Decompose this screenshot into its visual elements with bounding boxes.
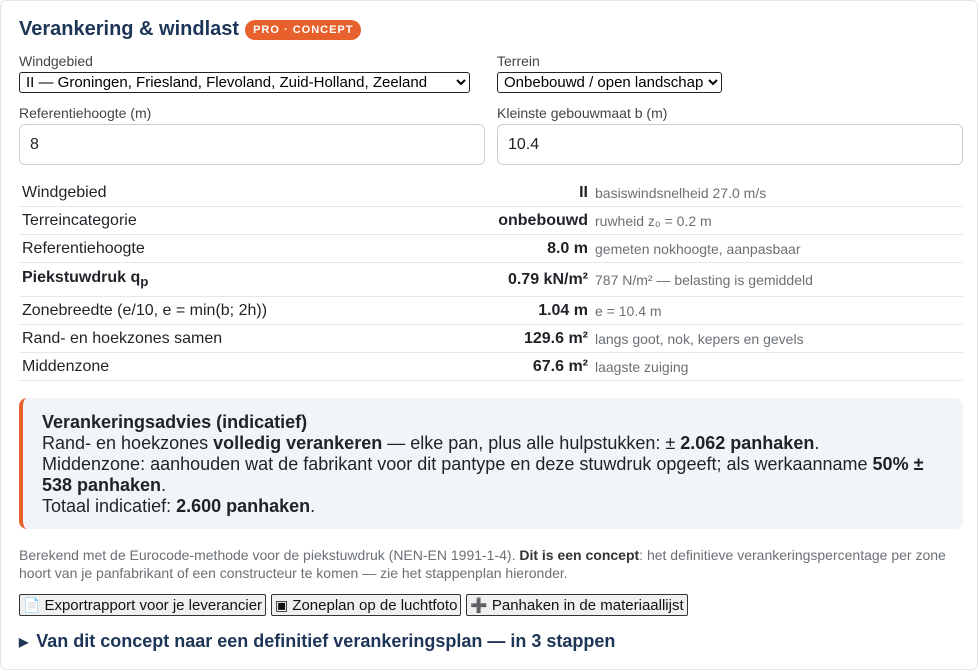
windgebied-label: Windgebied bbox=[19, 53, 93, 69]
disclosure-label: Van dit concept naar een definitief verankeringsplan — in 3 stappen bbox=[36, 631, 616, 651]
table-row bbox=[19, 297, 963, 325]
note-text: Berekend met de Eurocode-methode voor de piekstuwdruk (NEN-EN 1991-1-4). bbox=[19, 547, 520, 563]
add-to-material-list-button[interactable] bbox=[466, 594, 687, 616]
plus-icon: ➕ bbox=[470, 596, 488, 613]
advice-line-total bbox=[42, 496, 945, 517]
advice-emphasis: volledig verankeren bbox=[213, 433, 383, 453]
zone-plan-button[interactable] bbox=[271, 594, 461, 616]
row-note: laagste zuiging bbox=[591, 353, 963, 381]
row-note: e = 10.4 m bbox=[591, 297, 963, 325]
advice-emphasis: 2.062 panhaken bbox=[680, 433, 815, 453]
note-text: : het definitieve verankeringspercentage per zone hoort van je panfabrikant of een constructeur te komen — zie het stappenplan hieronder. bbox=[19, 547, 946, 581]
summary-table bbox=[19, 179, 963, 381]
row-note: basiswindsnelheid 27.0 m/s bbox=[591, 179, 963, 207]
note-emphasis: Dit is een concept bbox=[519, 547, 640, 563]
row-value: 129.6 m² bbox=[485, 325, 591, 353]
row-label: Terreincategorie bbox=[19, 207, 485, 235]
row-label bbox=[19, 263, 485, 297]
row-note: 787 N/m² — belasting is gemiddeld bbox=[591, 263, 963, 297]
row-label: Rand- en hoekzones samen bbox=[19, 325, 485, 353]
windgebied-select[interactable] bbox=[19, 72, 470, 93]
terrein-select[interactable] bbox=[497, 72, 722, 93]
advice-text: . bbox=[814, 433, 820, 453]
advice-line-middle-zone bbox=[42, 454, 945, 496]
advice-text: Totaal indicatief: bbox=[42, 496, 177, 516]
button-label: Zoneplan op de luchtfoto bbox=[292, 596, 458, 614]
advice-title: Verankeringsadvies (indicatief) bbox=[42, 412, 308, 432]
row-value: onbebouwd bbox=[485, 207, 591, 235]
button-label: Panhaken in de materiaallijst bbox=[491, 596, 684, 614]
status-badge: PRO · CONCEPT bbox=[245, 20, 361, 40]
triangle-right-icon: ▶ bbox=[19, 634, 29, 649]
row-label-text: Piekstuwdruk q bbox=[22, 269, 141, 287]
square-icon: ▣ bbox=[275, 596, 289, 613]
advice-text: Middenzone: aanhouden wat de fabrikant voor dit pantype en deze stuwdruk opgeeft; als werkaanname bbox=[42, 454, 873, 474]
terrein-label: Terrein bbox=[497, 53, 540, 69]
advice-text: . bbox=[161, 475, 167, 495]
table-row bbox=[19, 353, 963, 381]
hoogte-input[interactable] bbox=[19, 124, 485, 165]
advice-emphasis: 2.600 panhaken bbox=[176, 496, 311, 516]
advice-text: Rand- en hoekzones bbox=[42, 433, 214, 453]
row-value: 67.6 m² bbox=[485, 353, 591, 381]
row-label: Referentiehoogte bbox=[19, 235, 485, 263]
row-note: ruwheid z₀ = 0.2 m bbox=[591, 207, 963, 235]
action-buttons bbox=[19, 594, 688, 616]
table-row bbox=[19, 263, 963, 297]
table-row bbox=[19, 235, 963, 263]
export-report-button[interactable] bbox=[19, 594, 266, 616]
table-row bbox=[19, 179, 963, 207]
title-row bbox=[19, 18, 361, 41]
row-value: II bbox=[485, 179, 591, 207]
hoogte-label: Referentiehoogte (m) bbox=[19, 105, 152, 121]
row-value: 1.04 m bbox=[485, 297, 591, 325]
steps-disclosure[interactable] bbox=[19, 631, 615, 652]
row-value: 0.79 kN/m² bbox=[485, 263, 591, 297]
document-icon: 📄 bbox=[23, 596, 41, 613]
button-label: Exportrapport voor je leverancier bbox=[44, 596, 263, 614]
gebouwmaat-label: Kleinste gebouwmaat b (m) bbox=[497, 105, 668, 121]
disclaimer-note bbox=[19, 546, 963, 582]
row-label-subscript: p bbox=[140, 274, 149, 290]
row-note: gemeten nokhoogte, aanpasbaar bbox=[591, 235, 963, 263]
advice-box bbox=[19, 398, 963, 529]
row-value: 8.0 m bbox=[485, 235, 591, 263]
advice-text: . bbox=[310, 496, 316, 516]
table-row bbox=[19, 207, 963, 235]
gebouwmaat-input[interactable] bbox=[497, 124, 963, 165]
row-label: Zonebreedte (e/10, e = min(b; 2h)) bbox=[19, 297, 485, 325]
table-row bbox=[19, 325, 963, 353]
advice-line-edge-zones bbox=[42, 433, 945, 454]
page-title: Verankering & windlast bbox=[19, 18, 240, 40]
row-label: Middenzone bbox=[19, 353, 485, 381]
row-label: Windgebied bbox=[19, 179, 485, 207]
row-note: langs goot, nok, kepers en gevels bbox=[591, 325, 963, 353]
advice-text: — elke pan, plus alle hulpstukken: ± bbox=[382, 433, 681, 453]
advice-emphasis: 50% ± 538 panhaken bbox=[42, 454, 924, 495]
